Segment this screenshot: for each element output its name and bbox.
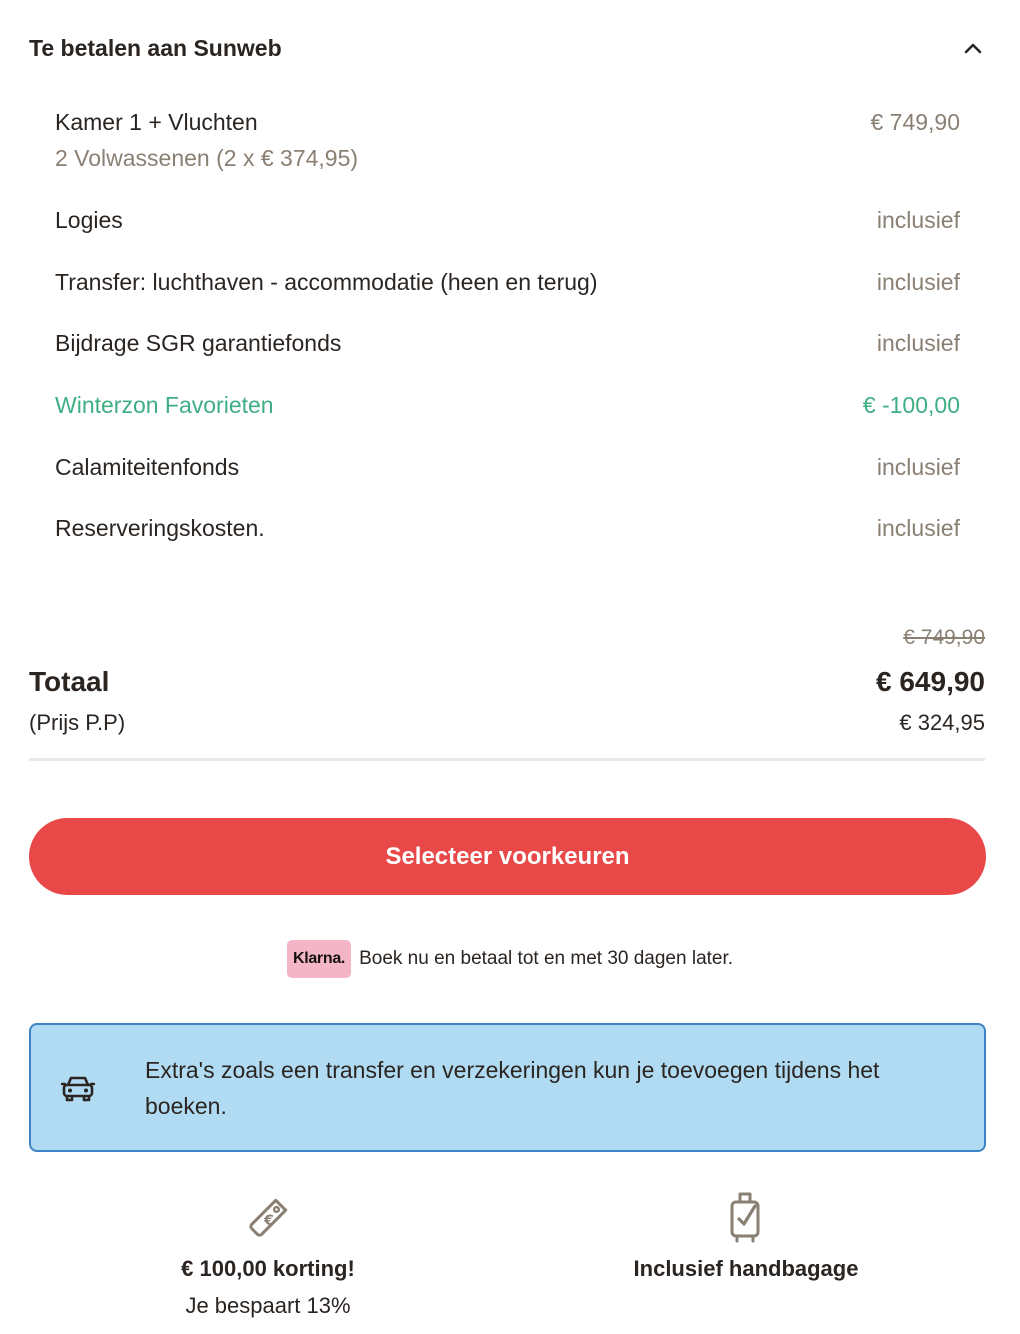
line-value: inclusief bbox=[876, 268, 960, 295]
price-per-person-row bbox=[29, 706, 985, 740]
feature-hand-luggage bbox=[546, 1190, 946, 1284]
price-per-person-value: € 324,95 bbox=[899, 710, 985, 735]
extras-info-box bbox=[29, 1023, 986, 1152]
line-value: inclusief bbox=[876, 207, 960, 233]
feature-discount bbox=[68, 1190, 468, 1321]
car-icon bbox=[59, 1069, 97, 1107]
line-value: inclusief bbox=[876, 330, 960, 357]
original-price: € 749,90 bbox=[903, 626, 985, 649]
info-text: Extra's zoals een transfer en verzekeringen kun je toevoegen tijdens het boeken. bbox=[145, 1056, 880, 1119]
price-tag-euro-icon bbox=[68, 1190, 468, 1246]
line-value: inclusief bbox=[876, 515, 960, 542]
divider bbox=[29, 758, 985, 761]
price-lines bbox=[55, 104, 960, 572]
line-label: Winterzon Favorieten bbox=[55, 392, 274, 419]
line-label: Reserveringskosten. bbox=[55, 515, 265, 542]
total-label: Totaal bbox=[29, 666, 110, 697]
klarna-text: Boek nu en betaal tot en met 30 dagen later. bbox=[359, 948, 734, 969]
discount-savings: Je bespaart 13% bbox=[185, 1293, 351, 1318]
line-value: € -100,00 bbox=[862, 392, 960, 419]
price-breakdown-header[interactable] bbox=[29, 28, 985, 68]
line-item bbox=[55, 202, 960, 264]
total-price: € 649,90 bbox=[876, 666, 985, 697]
discount-title: € 100,00 korting! bbox=[181, 1256, 355, 1281]
line-item bbox=[55, 264, 960, 326]
line-room-flights bbox=[55, 104, 960, 202]
total-row bbox=[29, 662, 985, 702]
line-label: Kamer 1 + Vluchten bbox=[55, 109, 258, 135]
luggage-check-icon bbox=[546, 1190, 946, 1246]
line-sublabel: 2 Volwassenen (2 x € 374,95) bbox=[55, 145, 359, 171]
klarna-notice bbox=[0, 940, 1020, 978]
line-label: Logies bbox=[55, 207, 123, 233]
line-item bbox=[55, 325, 960, 387]
line-label: Calamiteitenfonds bbox=[55, 453, 240, 480]
svg-text:€: € bbox=[264, 1213, 274, 1229]
price-per-person-label: (Prijs P.P) bbox=[29, 710, 126, 735]
hand-luggage-title: Inclusief handbagage bbox=[633, 1256, 859, 1281]
line-item bbox=[55, 449, 960, 511]
line-label: Bijdrage SGR garantiefonds bbox=[55, 330, 342, 357]
line-value: € 749,90 bbox=[870, 109, 960, 135]
section-title: Te betalen aan Sunweb bbox=[29, 34, 282, 61]
chevron-up-icon[interactable] bbox=[961, 36, 985, 60]
line-label: Transfer: luchthaven - accommodatie (heen en terug) bbox=[55, 268, 598, 295]
line-item-discount bbox=[55, 387, 960, 449]
select-preferences-button[interactable]: Selecteer voorkeuren bbox=[29, 818, 986, 895]
line-item bbox=[55, 510, 960, 572]
klarna-logo: Klarna. bbox=[287, 940, 351, 978]
line-value: inclusief bbox=[876, 453, 960, 480]
